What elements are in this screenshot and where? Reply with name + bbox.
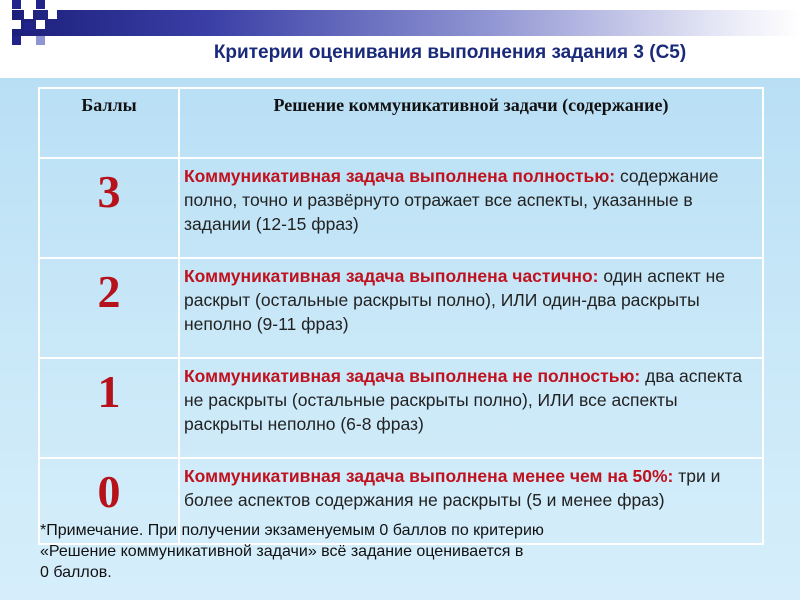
decorative-square [24,22,33,31]
description-cell [179,158,763,258]
slide-title: Критерии оценивания выполнения задания 3 (С5) [213,42,687,63]
table-header-row [39,88,763,158]
table-row [39,158,763,258]
criteria-table [38,87,764,545]
footnote-line: 0 баллов. [40,564,112,581]
score-cell: 1 [39,358,179,458]
criterion-highlight: Коммуникативная задача выполнена менее чем на 50%: [184,466,674,486]
criterion-text: два аспекта не раскрыты (остальные раскрыты полно), ИЛИ все аспекты раскрыты неполно (6-8 фраз) [184,366,743,434]
table-row [39,258,763,358]
criterion-text: содержание полно, точно и развёрнуто отражает все аспекты, указанные в задании (12-15 фраз) [184,166,719,234]
decorative-gradient-bar [12,10,800,36]
table-row [39,358,763,458]
description-cell [179,358,763,458]
decorative-square [48,10,57,19]
header-content: Решение коммуникативной задачи (содержание) [179,88,763,158]
footnote-line: «Решение коммуникативной задачи» всё задание оценивается в [40,543,524,560]
score-cell: 3 [39,158,179,258]
criterion-highlight: Коммуникативная задача выполнена полностью: [184,166,616,186]
header-score: Баллы [39,88,179,158]
description-cell [179,258,763,358]
decorative-square [12,0,21,9]
criterion-text: один аспект не раскрыт (остальные раскрыты полно), ИЛИ один-два раскрыты неполно (9-11 фраз) [184,266,726,334]
decorative-square [36,0,45,9]
decorative-square [24,10,33,19]
decorative-square [36,20,45,29]
decorative-square [12,20,21,29]
criterion-text: три и более аспектов содержания не раскрыты (5 и менее фраз) [184,466,721,510]
criterion-highlight: Коммуникативная задача выполнена не полностью: [184,366,641,386]
footnote-line: *Примечание. При получении экзаменуемым 0 баллов по критерию [40,522,544,539]
criterion-highlight: Коммуникативная задача выполнена частично: [184,266,599,286]
score-cell: 2 [39,258,179,358]
footnote [40,520,780,583]
score-cell: 0 [39,458,179,544]
